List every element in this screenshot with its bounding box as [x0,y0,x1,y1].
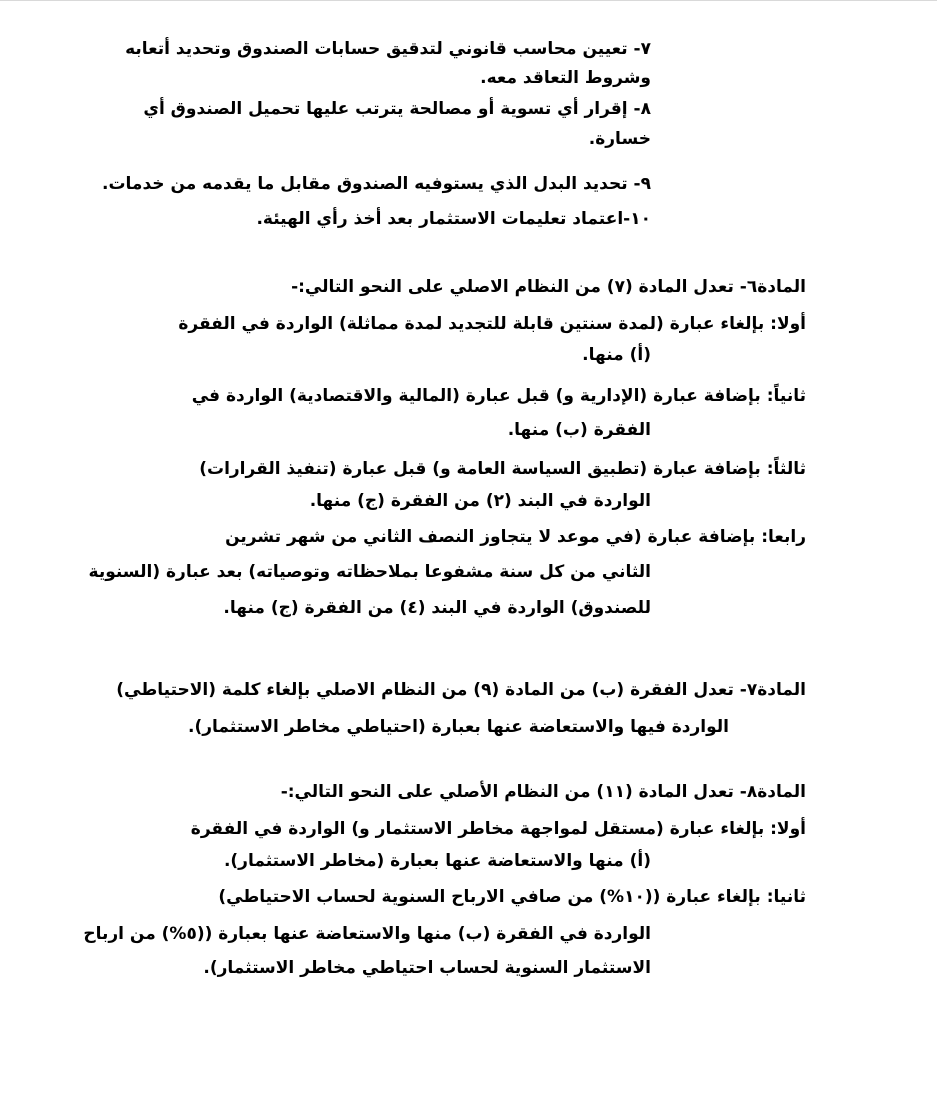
article-8-heading: المادة٨- تعدل المادة (١١) من النظام الأصلي على النحو التالي:- [280,782,806,802]
item-9: ٩- تحديد البدل الذي يستوفيه الصندوق مقابل ما يقدمه من خدمات. [102,174,651,194]
article-8-first-line-1: أولا: بإلغاء عبارة (مستقل لمواجهة مخاطر الاستثمار و) الواردة في الفقرة [190,819,806,839]
article-6-third-line-2: الواردة في البند (٢) من الفقرة (ج) منها. [309,491,651,511]
article-7-line-1: المادة٧- تعدل الفقرة (ب) من المادة (٩) من النظام الاصلي بإلغاء كلمة (الاحتياطي) [116,680,806,700]
article-6-fourth-line-2: الثاني من كل سنة مشفوعا بملاحظاته وتوصياته) بعد عبارة (السنوية [88,562,651,582]
item-10: ١٠-اعتماد تعليمات الاستثمار بعد أخذ رأي الهيئة. [256,209,651,229]
article-8-first-line-2: (أ) منها والاستعاضة عنها بعبارة (مخاطر الاستثمار). [223,851,651,871]
document-page [0,1,937,1112]
article-7-line-2: الواردة فيها والاستعاضة عنها بعبارة (احتياطي مخاطر الاستثمار). [187,717,729,737]
article-6-heading: المادة٦- تعدل المادة (٧) من النظام الاصلي على النحو التالي:- [291,277,806,297]
article-6-first-line-2: (أ) منها. [582,345,651,365]
article-6-second-line-2: الفقرة (ب) منها. [507,420,651,440]
article-6-fourth-line-3: للصندوق) الواردة في البند (٤) من الفقرة (ج) منها. [223,598,651,618]
item-8-line-1: ٨- إقرار أي تسوية أو مصالحة يترتب عليها تحميل الصندوق أي [143,99,651,119]
article-6-fourth-line-1: رابعا: بإضافة عبارة (في موعد لا يتجاوز النصف الثاني من شهر تشرين [225,527,806,547]
article-6-first-line-1: أولا: بإلغاء عبارة (لمدة سنتين قابلة للتجديد لمدة مماثلة) الواردة في الفقرة [178,314,806,334]
article-8-second-line-3: الاستثمار السنوية لحساب احتياطي مخاطر الاستثمار). [203,958,651,978]
item-8-line-2: خسارة. [588,129,651,149]
item-7-line-1: ٧- تعيين محاسب قانوني لتدقيق حسابات الصندوق وتحديد أتعابه [125,39,651,59]
article-6-second-line-1: ثانياً: بإضافة عبارة (الإدارية و) قبل عبارة (المالية والاقتصادية) الواردة في [191,386,806,406]
article-8-second-line-2: الواردة في الفقرة (ب) منها والاستعاضة عنها بعبارة ((٥%) من ارباح [83,924,651,944]
article-8-second-line-1: ثانيا: بإلغاء عبارة ((١٠%) من صافي الارباح السنوية لحساب الاحتياطي) [218,887,806,907]
article-6-third-line-1: ثالثاً: بإضافة عبارة (تطبيق السياسة العامة و) قبل عبارة (تنفيذ القرارات) [199,459,806,479]
item-7-line-2: وشروط التعاقد معه. [480,68,651,88]
